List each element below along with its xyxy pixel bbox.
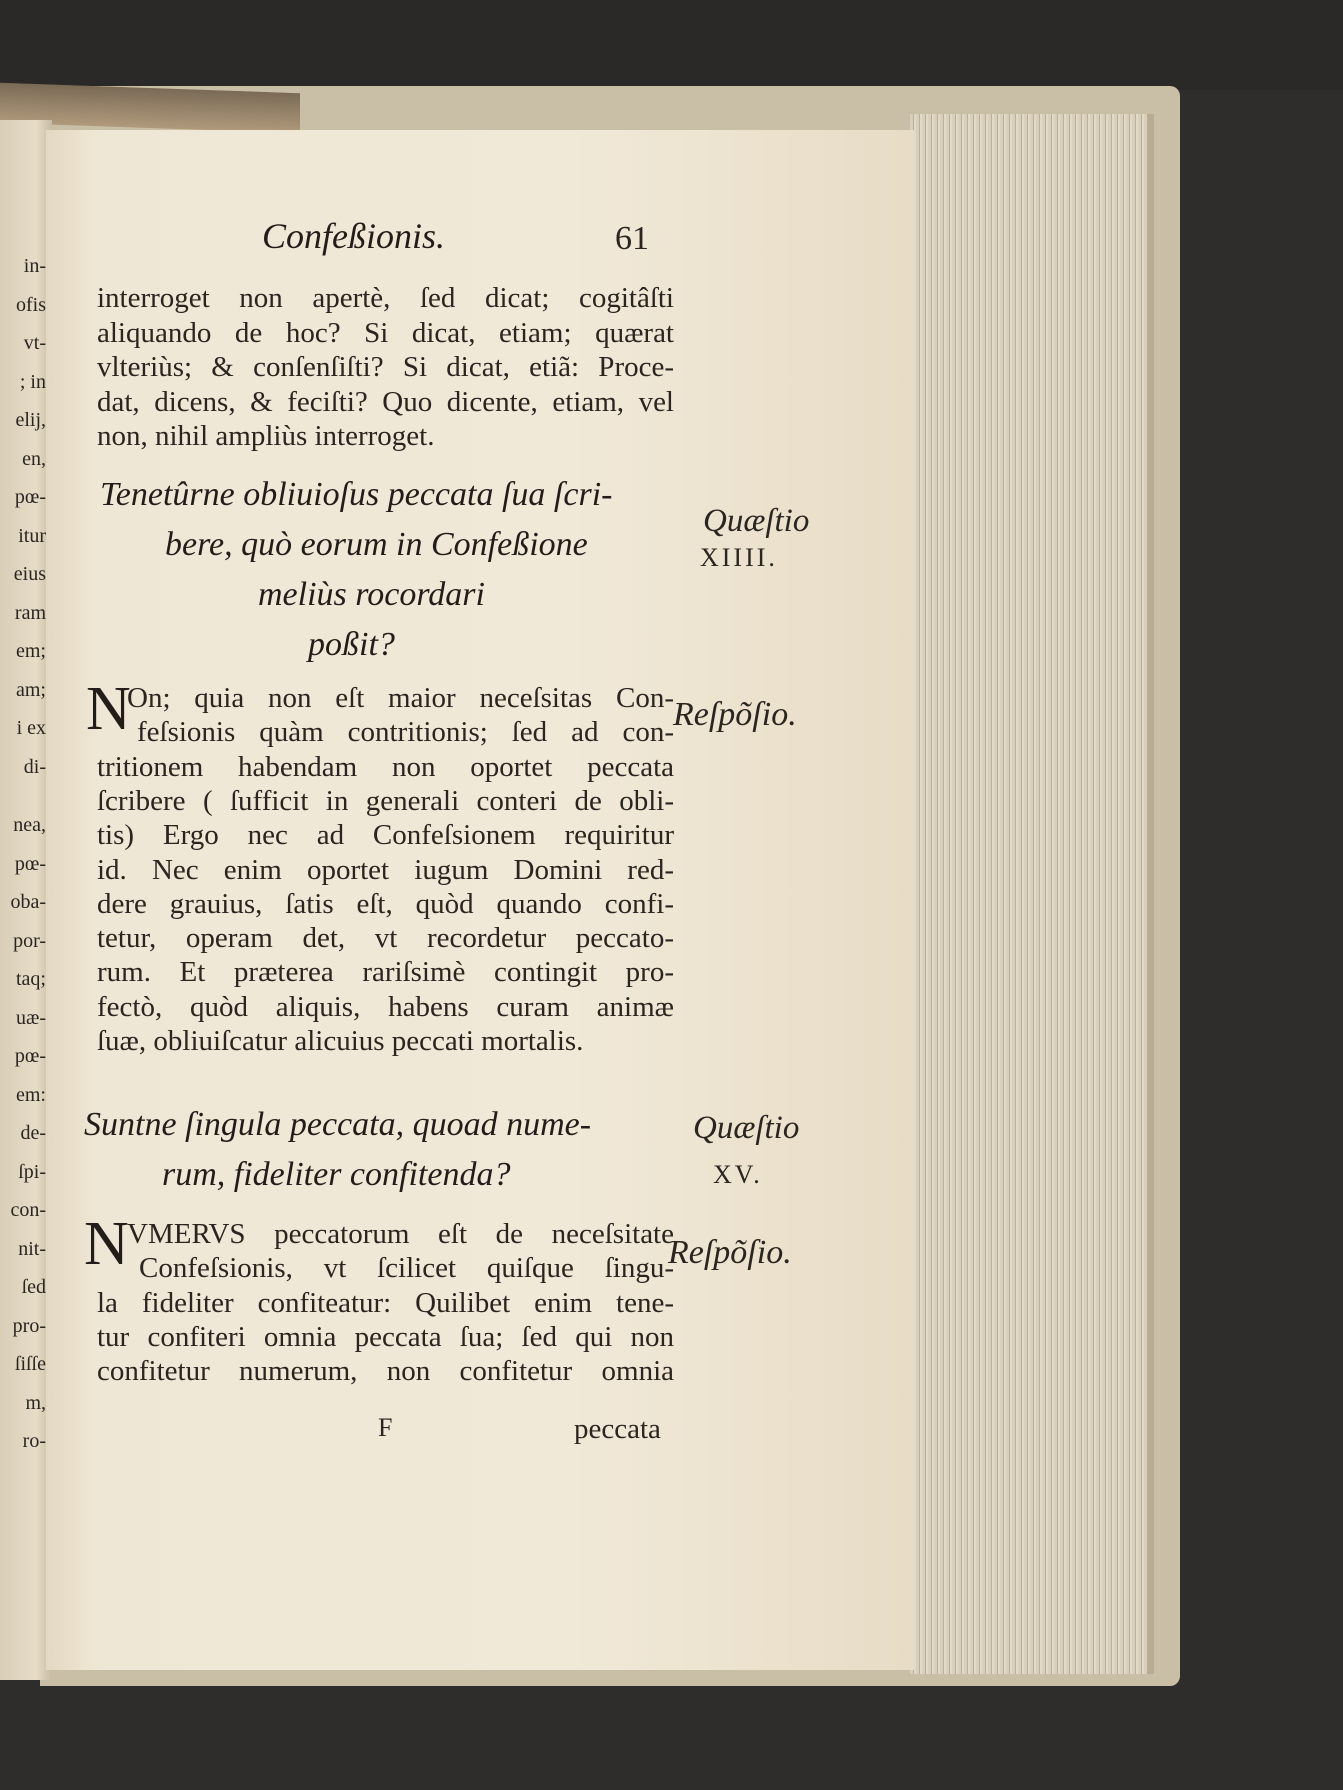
heading-line: Suntne ſingula peccata, quoad nume- bbox=[84, 1106, 592, 1143]
drop-cap: N bbox=[84, 1210, 129, 1278]
left-page-fragment: taq; bbox=[16, 968, 46, 990]
left-page-fragment: oba- bbox=[10, 891, 46, 913]
heading-line: rum, fideliter confitenda? bbox=[162, 1156, 511, 1193]
left-page-fragment: ſpi- bbox=[18, 1160, 46, 1183]
left-page-fragment: pœ- bbox=[14, 486, 46, 508]
page-number: 61 bbox=[615, 220, 649, 257]
margin-quaestio-15: Quæſtio bbox=[693, 1110, 800, 1146]
margin-quaestio-14: Quæſtio bbox=[703, 503, 810, 539]
left-page-fragment: di- bbox=[23, 755, 46, 778]
left-page-fragment: con- bbox=[10, 1199, 46, 1221]
text-line: non, nihil ampliùs interroget. bbox=[97, 420, 435, 452]
heading-line: bere, quò eorum in Confeßione bbox=[165, 526, 588, 563]
text-line: dere grauius, ſatis eſt, quòd quando confi- bbox=[97, 887, 674, 920]
left-page-fragment: ſiſſe bbox=[14, 1353, 46, 1375]
left-page-fragment: pœ- bbox=[14, 1045, 46, 1067]
left-page-fragment: ro- bbox=[22, 1430, 46, 1452]
left-page-fragment: ofis bbox=[16, 293, 46, 316]
left-page-fragment: ; in bbox=[19, 370, 46, 393]
text-line: On; quia non eſt maior neceſsitas Con- bbox=[127, 682, 674, 714]
left-page-fragment: ram bbox=[14, 601, 46, 624]
left-page-fragment: em; bbox=[16, 640, 46, 662]
text-line: aliquando de hoc? Si dicat, etiam; quærat bbox=[97, 316, 674, 349]
margin-number-15: XV. bbox=[713, 1160, 763, 1189]
left-page-fragment: em: bbox=[16, 1083, 46, 1106]
text-line: vlteriùs; & conſenſiſti? Si dicat, etiã: Proce- bbox=[97, 351, 674, 383]
text-line: tis) Ergo nec ad Confeſsionem requiritur bbox=[97, 819, 674, 852]
margin-responsio-15: Reſpõſio. bbox=[668, 1234, 792, 1271]
left-page-fragment: por- bbox=[13, 929, 46, 952]
text-line: VMERVS peccatorum eſt de neceſsitate bbox=[127, 1218, 674, 1250]
left-page-fragment: elij, bbox=[15, 409, 46, 431]
left-page-fragment: pœ- bbox=[14, 852, 46, 875]
signature-mark: F bbox=[378, 1413, 393, 1442]
text-line: rum. Et præterea rariſsimè contingit pro- bbox=[97, 956, 674, 989]
left-page-fragment: uæ- bbox=[16, 1006, 46, 1029]
text-line: tritionem habendam non oportet peccata bbox=[97, 750, 674, 783]
left-page-fragment: in- bbox=[23, 255, 46, 277]
page-edges bbox=[910, 114, 1154, 1674]
heading-line: Tenetûrne obliuioſus peccata ſua ſcri- bbox=[100, 476, 613, 513]
running-title: Confeßionis. bbox=[262, 216, 446, 256]
drop-cap: N bbox=[86, 675, 131, 743]
text-line: id. Nec enim oportet iugum Domini red- bbox=[97, 853, 674, 886]
catchword: peccata bbox=[574, 1413, 661, 1445]
text-line: tetur, operam det, vt recordetur peccato- bbox=[97, 922, 674, 955]
left-page-fragment: i ex bbox=[16, 717, 46, 739]
left-page-fragment: pro- bbox=[12, 1314, 46, 1337]
text-line: Confeſsionis, vt ſcilicet quiſque ſingu- bbox=[139, 1252, 674, 1285]
text-line: dat, dicens, & feciſti? Quo dicente, etiam, vel bbox=[97, 385, 674, 418]
text-line: feſsionis quàm contritionis; ſed ad con- bbox=[137, 716, 674, 749]
text-line: confitetur numerum, non confitetur omnia bbox=[97, 1355, 674, 1388]
left-page-fragment: en, bbox=[22, 447, 46, 470]
margin-number-14: XIIII. bbox=[700, 543, 778, 572]
text-line: fectò, quòd aliquis, habens curam animæ bbox=[97, 990, 674, 1023]
text-line: la fideliter confiteatur: Quilibet enim tene- bbox=[97, 1286, 674, 1319]
left-page-fragment: m, bbox=[25, 1391, 46, 1414]
text-line: interroget non apertè, ſed dicat; cogitâſti bbox=[97, 282, 674, 314]
left-page-fragment: eius bbox=[13, 563, 46, 585]
heading-line: poßit? bbox=[308, 626, 395, 663]
left-page-fragment: nit- bbox=[18, 1237, 46, 1260]
text-line: tur confiteri omnia peccata ſua; ſed qui non bbox=[97, 1320, 674, 1353]
margin-responsio-14: Reſpõſio. bbox=[673, 696, 797, 733]
text-line: ſcribere ( ſufficit in generali conteri de obli- bbox=[97, 784, 674, 817]
heading-line: meliùs rocordari bbox=[258, 576, 485, 613]
left-page-fragment: itur bbox=[18, 524, 46, 547]
background-top bbox=[0, 0, 1343, 90]
left-page-fragment: vt- bbox=[23, 332, 46, 354]
left-page-fragment: am; bbox=[16, 678, 46, 701]
left-page-fragment: ſed bbox=[21, 1276, 46, 1298]
left-page-fragment: de- bbox=[20, 1122, 46, 1144]
left-page-fragment: nea, bbox=[13, 814, 46, 836]
text-line: ſuæ, obliuiſcatur alicuius peccati mortalis. bbox=[97, 1025, 584, 1057]
